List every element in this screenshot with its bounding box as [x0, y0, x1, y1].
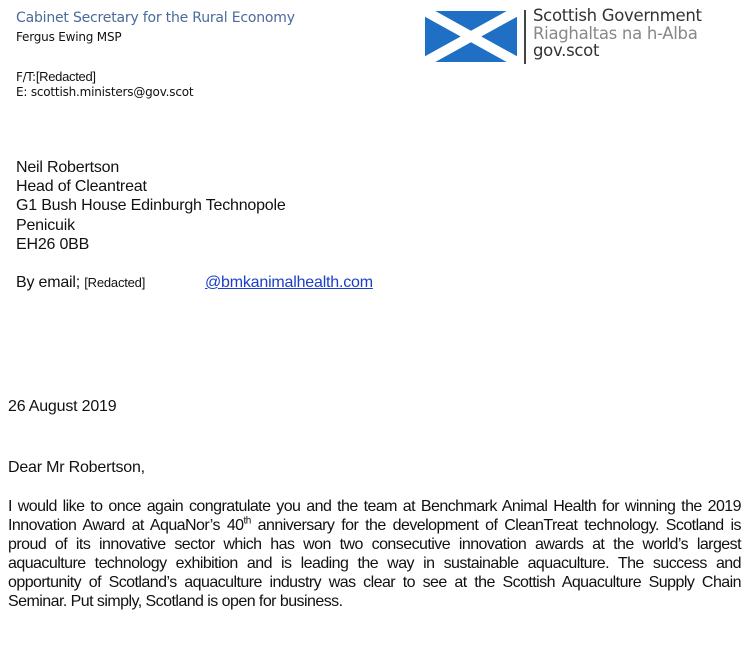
email-domain-link[interactable]: @bmkanimalhealth.com: [205, 274, 373, 291]
recipient-town: Penicuik: [16, 216, 75, 234]
gov-logo-text: [533, 7, 702, 60]
logo-line-gaelic: Riaghaltas na h-Alba: [533, 23, 698, 43]
recipient-address: [16, 158, 286, 254]
sender-name: Fergus Ewing MSP: [16, 30, 122, 44]
logo-divider: [524, 10, 526, 64]
by-email-line: [16, 274, 373, 292]
recipient-street: G1 Bush House Edinburgh Technopole: [16, 197, 286, 215]
letter-date: 26 August 2019: [8, 398, 117, 415]
saltire-flag-icon: [425, 11, 517, 62]
phone-label: F/T:: [16, 70, 36, 84]
recipient-postcode: EH26 0BB: [16, 235, 90, 253]
sender-email: E: scottish.ministers@gov.scot: [16, 85, 194, 99]
recipient-role: Head of Cleantreat: [16, 178, 147, 196]
phone-redacted: [Redacted]: [35, 69, 96, 84]
paragraph-text-2: anniversary for the development of CleanTreat technology. Scotland is proud of its innovative sector which has won two consecutive innovation awards at the world’s largest aquaculture technology exhibition and is leading the way in sustainable aquaculture. The success and opportunity of Scotland’s aquaculture industry was clear to see at the Scottish Aquaculture Supply Chain Seminar. Put simply, Scotland is open for business.: [8, 517, 741, 610]
phone-line: [16, 69, 96, 84]
email-redacted: [Redacted]: [84, 275, 146, 290]
ordinal-suffix: th: [243, 515, 251, 527]
by-email-label: By email;: [16, 274, 80, 291]
paragraph-text-1: I would like to once again congratulate you and the team at Benchmark Animal Health for winning the 2019 Innovation Award at AquaNor’s 40: [8, 498, 741, 534]
body-paragraph: [8, 497, 741, 611]
salutation: Dear Mr Robertson,: [8, 459, 145, 476]
logo-line-web: gov.scot: [533, 41, 600, 60]
recipient-name: Neil Robertson: [16, 159, 120, 176]
sender-title: Cabinet Secretary for the Rural Economy: [16, 10, 295, 26]
logo-line-english: Scottish Government: [533, 6, 702, 25]
